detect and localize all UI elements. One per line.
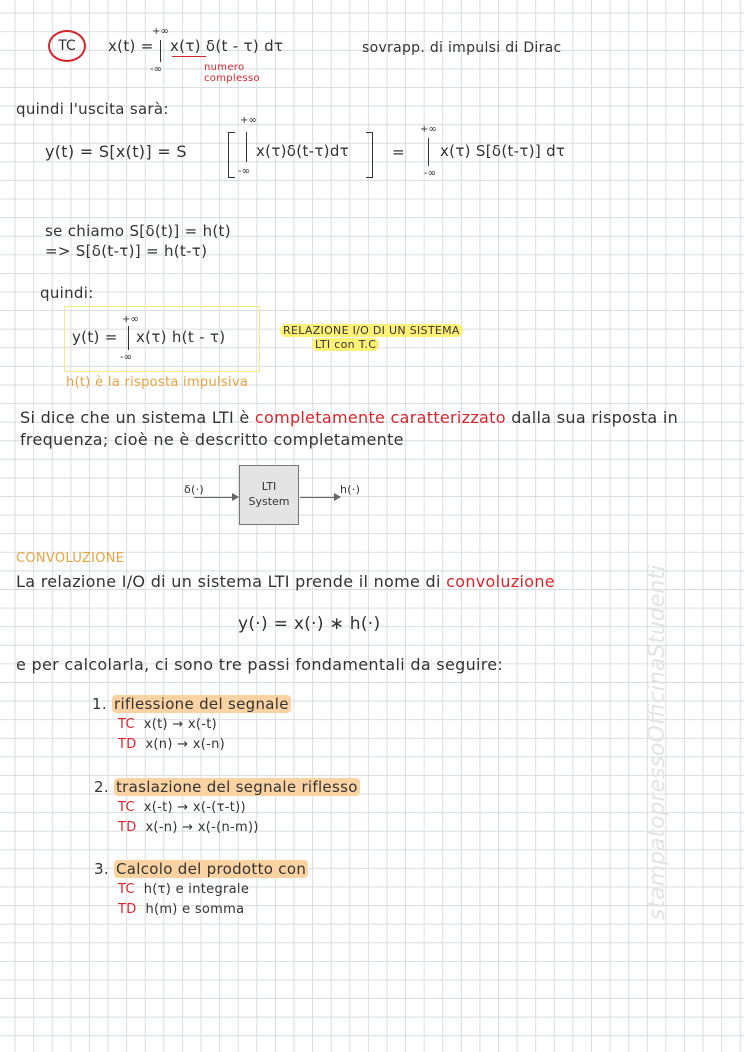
step-tc — [118, 717, 217, 732]
inner-integrand: x(τ)δ(t-τ)dτ — [256, 142, 349, 160]
underline — [172, 56, 206, 57]
integral-sign — [428, 138, 429, 166]
td-label: TD — [118, 820, 137, 835]
step-tc — [118, 882, 249, 897]
tc-label: TC — [118, 717, 135, 732]
relation-note-1 — [280, 324, 463, 337]
td-expr: x(n) → x(-n) — [145, 737, 226, 752]
tc-expr: x(-t) → x(-(τ-t)) — [143, 800, 246, 815]
equals: = — [392, 143, 405, 161]
integral-sign — [128, 326, 129, 350]
integral-sign — [160, 40, 161, 62]
steps-intro: e per calcolarla, ci sono tre passi fondamentali da seguire: — [16, 655, 504, 674]
lower-limit: -∞ — [424, 168, 436, 179]
impulse-caption: h(t) è la risposta impulsiva — [66, 375, 249, 390]
input-label: δ(·) — [184, 483, 205, 496]
step-title — [92, 695, 291, 713]
highlight: LTI con T.C — [312, 338, 379, 351]
lti-system-box — [239, 465, 299, 525]
emphasis: completamente caratterizzato — [254, 408, 506, 427]
step-number: 1. — [92, 695, 107, 713]
tc-badge: TC — [48, 30, 86, 62]
lower-limit: -∞ — [120, 352, 132, 363]
tc-label: TC — [118, 882, 135, 897]
output-intro: quindi l'uscita sarà: — [16, 100, 169, 118]
step-title-text: traslazione del segnale riflesso — [116, 778, 358, 796]
output-arrow — [300, 497, 340, 498]
output-label: h(·) — [340, 483, 361, 496]
tc-expr: x(t) → x(-t) — [143, 717, 218, 732]
impulse-def: se chiamo S[δ(t)] = h(t) — [45, 222, 231, 240]
step-td — [118, 737, 225, 752]
emphasis: convoluzione — [446, 572, 555, 591]
output-rhs: x(τ) S[δ(t-τ)] dτ — [440, 142, 566, 160]
box-label: LTI — [261, 480, 277, 493]
upper-limit: +∞ — [152, 26, 169, 37]
step-title — [94, 778, 360, 796]
box-label: System — [248, 495, 290, 508]
output-lhs: y(t) = S[x(t)] = S — [45, 142, 187, 161]
td-expr: x(-n) → x(-(n-m)) — [145, 820, 259, 835]
tc-label: TC — [118, 800, 135, 815]
lower-limit: -∞ — [238, 166, 250, 177]
td-label: TD — [118, 737, 137, 752]
upper-limit: +∞ — [420, 124, 437, 135]
convolution-sentence — [16, 572, 555, 591]
integral-sign — [246, 132, 247, 162]
step-td — [118, 820, 259, 835]
formula-lhs: y(t) = — [72, 328, 118, 346]
input-arrow — [194, 497, 238, 498]
step-tc — [118, 800, 246, 815]
step-number: 3. — [94, 860, 109, 878]
step-number: 2. — [94, 778, 109, 796]
step-title-text: riflessione del segnale — [114, 695, 289, 713]
impulse-shift: => S[δ(t-τ)] = h(t-τ) — [45, 242, 208, 260]
lower-limit: -∞ — [150, 64, 162, 75]
convolution-formula: y(·) = x(·) ∗ h(·) — [238, 614, 381, 634]
right-bracket — [366, 132, 373, 178]
text: Si dice che un sistema LTI è — [20, 408, 255, 427]
td-label: TD — [118, 902, 137, 917]
highlight: RELAZIONE I/O DI UN SISTEMA — [280, 324, 463, 337]
relation-note-2 — [312, 338, 379, 351]
annotation-complex: numero complesso — [204, 62, 260, 84]
dirac-note: sovrapp. di impulsi di Dirac — [362, 40, 562, 56]
step-title — [94, 860, 308, 878]
td-expr: h(m) e somma — [145, 902, 245, 917]
lti-paragraph-line2: frequenza; cioè ne è descritto completamente — [20, 430, 404, 449]
tc-expr: h(τ) e integrale — [143, 882, 250, 897]
lti-paragraph-line1 — [20, 408, 678, 427]
upper-limit: +∞ — [122, 314, 139, 325]
text: dalla sua risposta in — [505, 408, 679, 427]
text: La relazione I/O di un sistema LTI prende il nome di — [16, 572, 447, 591]
step-title-text: Calcolo del prodotto con — [116, 860, 307, 878]
upper-limit: +∞ — [240, 115, 257, 126]
step-td — [118, 902, 244, 917]
left-bracket — [228, 132, 235, 178]
quindi-label: quindi: — [40, 284, 94, 302]
integrand: x(τ) δ(t - τ) dτ — [170, 37, 284, 55]
formula-integrand: x(τ) h(t - τ) — [136, 328, 226, 346]
formula-lhs: x(t) = — [108, 37, 154, 55]
watermark: stampatopressoOfficinaStudenti — [645, 564, 670, 920]
section-heading: CONVOLUZIONE — [16, 551, 125, 566]
